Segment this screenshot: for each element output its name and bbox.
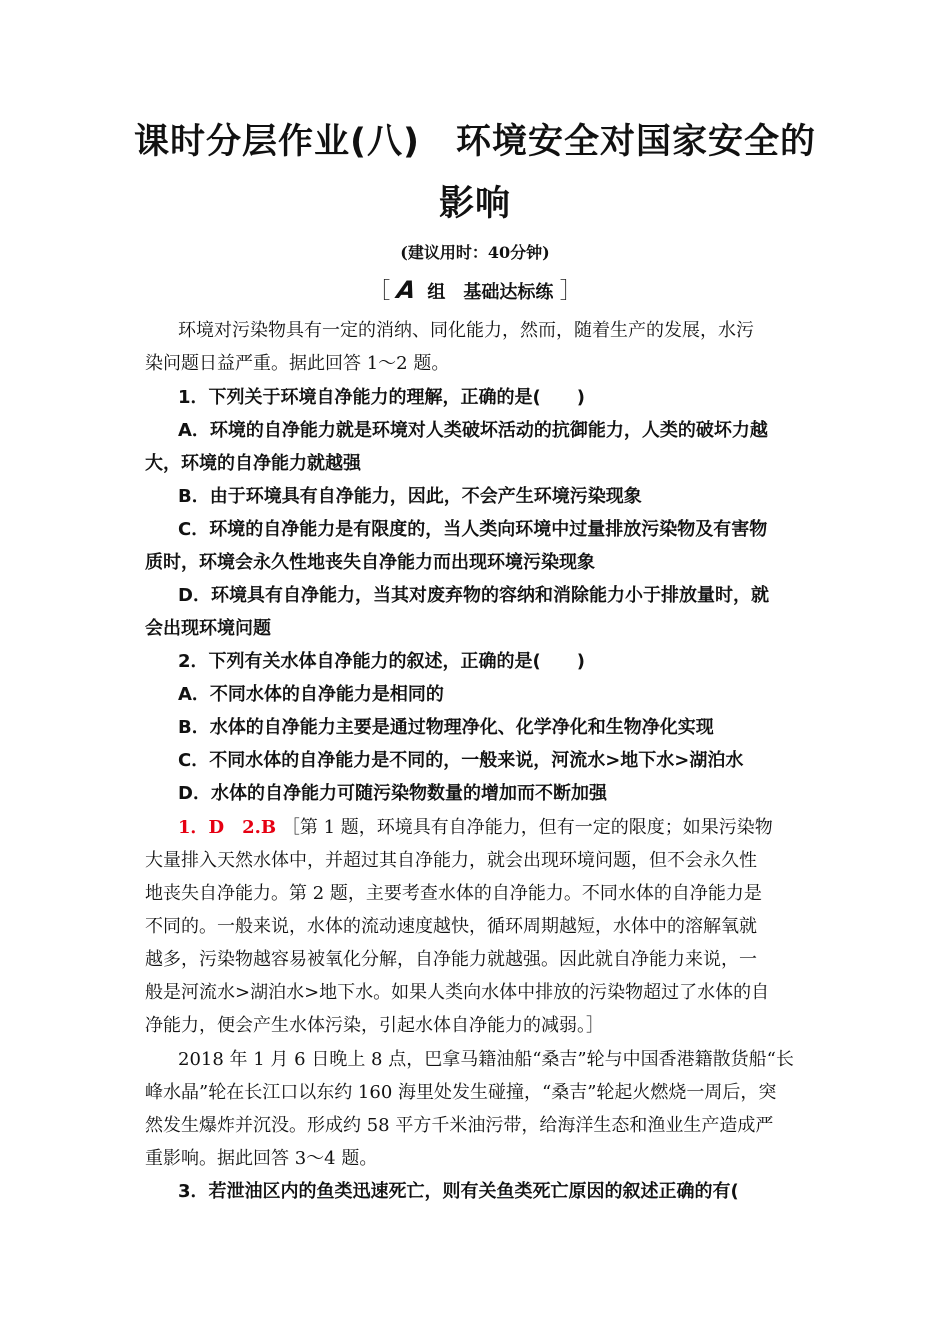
intro2-line-4: 重影响。据此回答 3～4 题。 [145,1148,378,1169]
q1-option-b: B．由于环境具有自净能力，因此，不会产生环境污染现象 [178,486,642,507]
answer-line-2: 大量排入天然水体中，并超过其自净能力，就会出现环境问题，但不会永久性 [145,850,757,871]
intro2-line-3: 然发生爆炸并沉没。形成约 58 平方千米油污带，给海洋生态和渔业生产造成严 [145,1115,774,1136]
intro1-line-2: 染问题日益严重。据此回答 1～2 题。 [145,353,450,374]
page-title-line-1: 课时分层作业(八) 环境安全对国家安全的 [134,122,816,162]
answer-key: 1．D 2.B [178,817,277,838]
intro2-line-1: 2018 年 1 月 6 日晚上 8 点，巴拿马籍油船“桑吉”轮与中国香港籍散货船“长 [178,1049,794,1070]
answer-line-6: 般是河流水>湖泊水>地下水。如果人类向水体中排放的污染物超过了水体的自 [145,982,770,1003]
answer-explanation-start: ［第 1 题，环境具有自净能力，但有一定的限度；如果污染物 [281,817,773,838]
q1-stem: 1．下列关于环境自净能力的理解，正确的是( ) [178,387,585,408]
suggested-time: (建议用时：40分钟) [400,243,550,262]
group-label: 组 基础达标练 [427,282,554,303]
section-header [0,274,950,305]
intro2-line-2: 峰水晶”轮在长江口以东约 160 海里处发生碰撞，“桑吉”轮起火燃烧一周后，突 [145,1082,777,1103]
q1-option-a-line-2: 大，环境的自净能力就越强 [145,453,361,474]
q2-option-b: B．水体的自净能力主要是通过物理净化、化学净化和生物净化实现 [178,717,714,738]
q1-option-a-line-1: A．环境的自净能力就是环境对人类破坏活动的抗御能力，人类的破坏力越 [178,420,768,441]
page-title-line-2: 影响 [438,184,511,224]
q2-option-c: C．不同水体的自净能力是不同的，一般来说，河流水>地下水>湖泊水 [178,750,744,771]
q2-stem: 2．下列有关水体自净能力的叙述，正确的是( ) [178,651,585,672]
q2-option-a: A．不同水体的自净能力是相同的 [178,684,444,705]
q1-option-d-line-1: D．环境具有自净能力，当其对废弃物的容纳和消除能力小于排放量时，就 [178,585,769,606]
q1-option-c-line-1: C．环境的自净能力是有限度的，当人类向环境中过量排放污染物及有害物 [178,519,768,540]
group-a-icon: A [394,276,418,304]
q3-stem: 3．若泄油区内的鱼类迅速死亡，则有关鱼类死亡原因的叙述正确的有( [178,1181,739,1202]
answer-line-3: 地丧失自净能力。第 2 题，主要考查水体的自净能力。不同水体的自净能力是 [145,883,762,904]
left-bracket: ［ [368,279,391,304]
answer-line-1 [178,811,808,844]
intro1-line-1: 环境对污染物具有一定的消纳、同化能力，然而，随着生产的发展，水污 [178,320,754,341]
q1-option-d-line-2: 会出现环境问题 [145,618,271,639]
answer-line-7: 净能力，便会产生水体污染，引起水体自净能力的减弱。］ [145,1015,604,1036]
q1-option-c-line-2: 质时，环境会永久性地丧失自净能力而出现环境污染现象 [145,552,595,573]
right-bracket: ］ [559,279,582,304]
answer-line-4: 不同的。一般来说，水体的流动速度越快，循环周期越短，水体中的溶解氧就 [145,916,757,937]
answer-line-5: 越多，污染物越容易被氧化分解，自净能力就越强。因此就自净能力来说，一 [145,949,757,970]
q2-option-d: D．水体的自净能力可随污染物数量的增加而不断加强 [178,783,607,804]
